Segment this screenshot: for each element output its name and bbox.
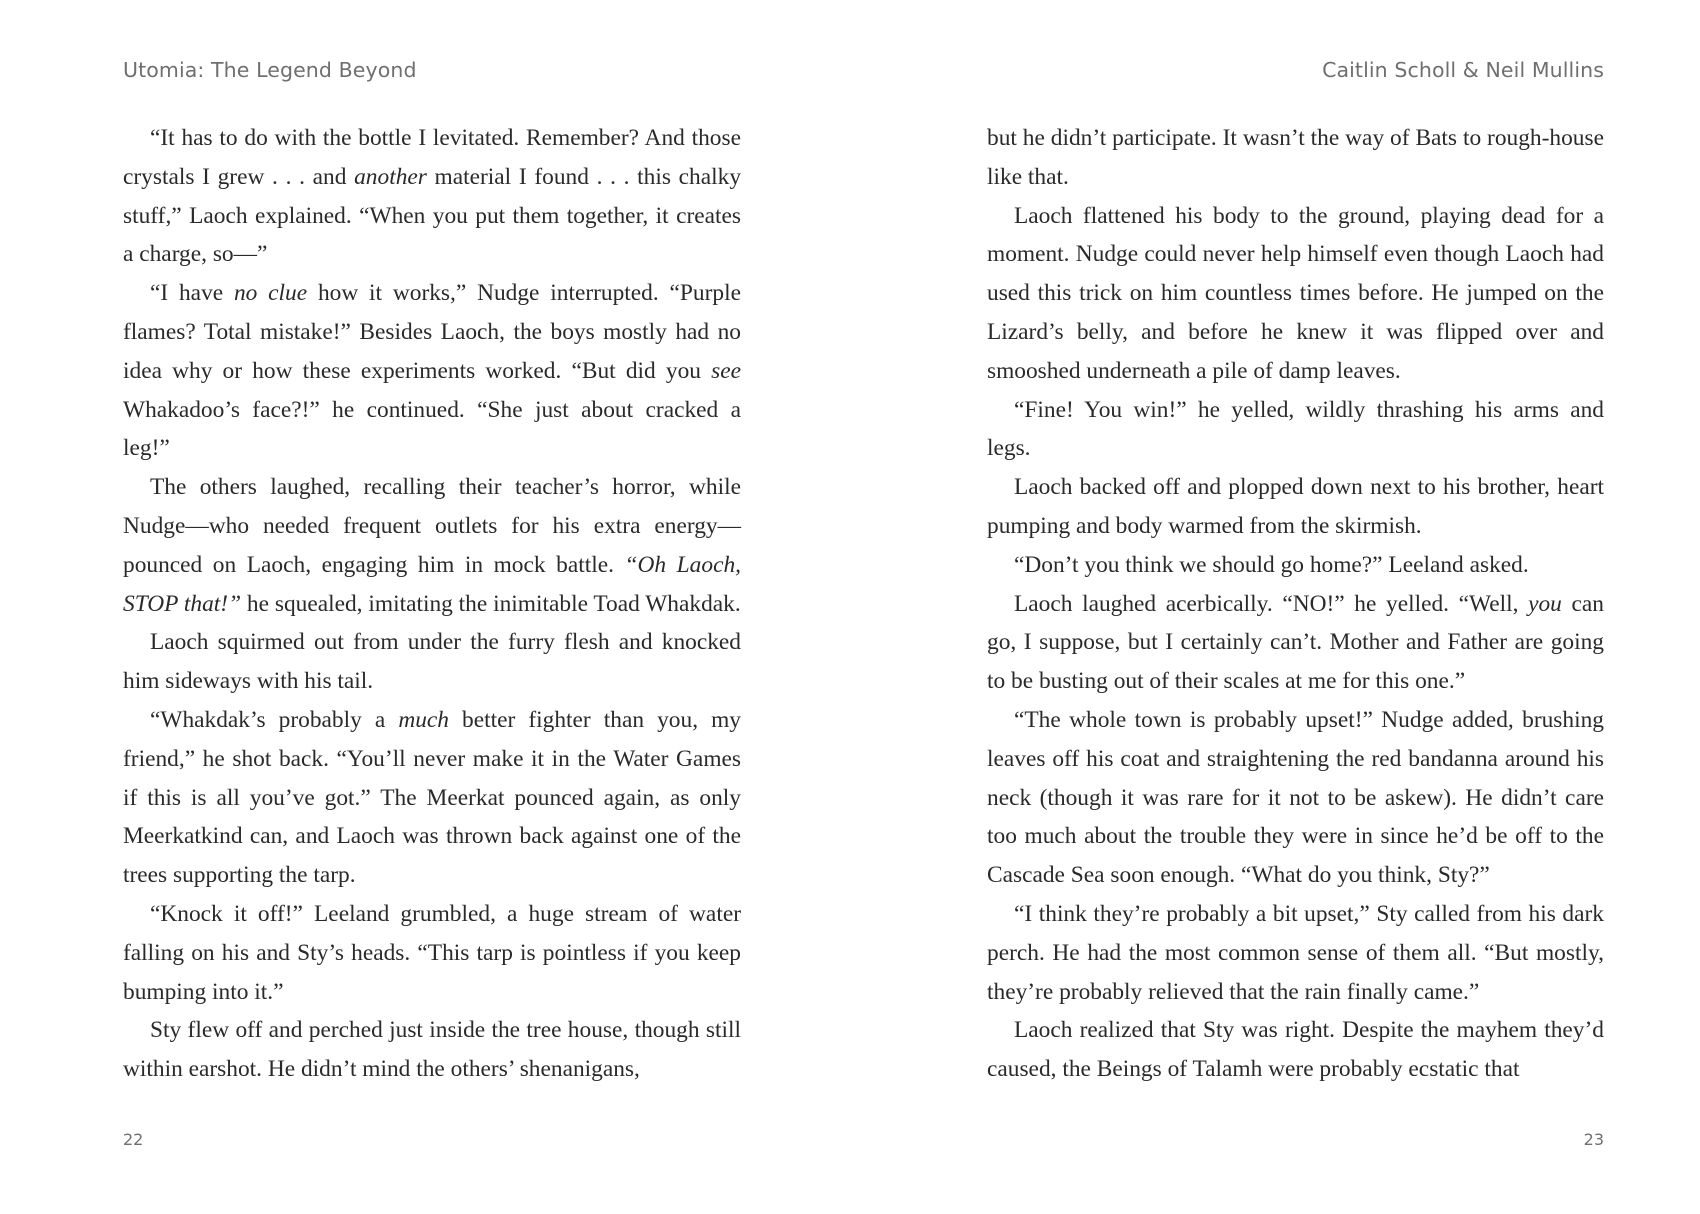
text-run: better fighter than you, my friend,” he shot back. “You’ll never make it in the Water Games if this is all you’ve got.” The Meerkat pounced again, as only Meerkatkind can, and Laoch was thrown back against one of the trees supporting the tarp. — [123, 706, 741, 889]
text-run: Laoch realized that Sty was right. Despite the mayhem they’d caused, the Beings of Talamh were probably ecstatic that — [987, 1017, 1604, 1083]
paragraph — [987, 391, 1604, 469]
text-run: material I found . . . this chalky stuff,” Laoch explained. “When you put them together, it creates a charge, so—” — [123, 163, 742, 268]
left-page-body — [123, 119, 741, 1089]
text-run: “Whakdak’s probably a — [150, 706, 399, 733]
paragraph — [987, 701, 1604, 895]
text-run: “Fine! You win!” he yelled, wildly thrashing his arms and legs. — [987, 396, 1604, 462]
paragraph — [987, 119, 1604, 197]
italic-text: no clue — [233, 280, 308, 307]
text-run: Laoch flattened his body to the ground, playing dead for a moment. Nudge could never help himself even though Laoch had used this trick on him countless times before. He jumped on the Lizard’s belly, and before he knew it was flipped over and smooshed underneath a pile of damp leaves. — [987, 202, 1604, 384]
text-run: but he didn’t participate. It wasn’t the way of Bats to rough-house like that. — [987, 125, 1604, 190]
paragraph — [987, 895, 1604, 1011]
page-number: 22 — [123, 1130, 144, 1149]
text-run: “The whole town is probably upset!” Nudge added, brushing leaves off his coat and straightening the red bandanna around his neck (though it was rare for it not to be askew). He didn’t care too much about the trouble they were in since he’d be off to the Cascade Sea soon enough. “What do you think, Sty?” — [987, 706, 1604, 889]
text-run: Sty flew off and perched just inside the tree house, though still within earshot. He didn’t mind the others’ shenanigans, — [123, 1017, 741, 1083]
italic-text: much — [398, 706, 449, 733]
paragraph — [987, 546, 1604, 585]
text-run: Laoch backed off and plopped down next to his brother, heart pumping and body warmed from the skirmish. — [987, 474, 1604, 539]
text-run: “I think they’re probably a bit upset,” Sty called from his dark perch. He had the most common sense of them all. “But mostly, they’re probably relieved that the rain finally came.” — [987, 900, 1604, 1005]
text-run: Laoch squirmed out from under the furry flesh and knocked him sideways with his tail. — [123, 629, 741, 695]
paragraph — [987, 1011, 1604, 1089]
page-number: 23 — [1583, 1130, 1604, 1149]
right-page-body — [987, 119, 1604, 1089]
text-run: “Don’t you think we should go home?” Leeland asked. — [1014, 551, 1529, 578]
italic-text: you — [1528, 590, 1562, 617]
paragraph — [123, 468, 741, 623]
italic-text: “Oh Laoch, STOP that!” — [123, 551, 741, 617]
paragraph — [123, 274, 741, 468]
text-run: “It has to do with the bottle I levitated. Remember? And those crystals I grew . . . and — [123, 125, 741, 190]
italic-text: another — [354, 163, 427, 190]
text-run: Laoch laughed acerbically. “NO!” he yelled. “Well, — [1014, 590, 1529, 617]
right-page — [987, 0, 1604, 1214]
text-run: “Knock it off!” Leeland grumbled, a huge stream of water falling on his and Sty’s heads. “This tarp is pointless if you keep bumping into it.” — [123, 900, 741, 1005]
paragraph — [123, 623, 741, 701]
text-run: he squealed, imitating the inimitable Toad Whakdak. — [241, 590, 741, 617]
paragraph — [987, 197, 1604, 391]
running-head-authors: Caitlin Scholl & Neil Mullins — [1322, 58, 1604, 82]
paragraph — [123, 895, 741, 1011]
text-run: can go, I suppose, but I certainly can’t. Mother and Father are going to be busting out of their scales at me for this one.” — [987, 590, 1604, 695]
text-run: “I have — [150, 280, 234, 307]
paragraph — [987, 585, 1604, 701]
paragraph — [123, 701, 741, 895]
paragraph — [123, 119, 741, 274]
paragraph — [123, 1011, 741, 1089]
text-run: The others laughed, recalling their teacher’s horror, while Nudge—who needed frequent outlets for his extra energy—pounced on Laoch, engaging him in mock battle. — [123, 474, 741, 578]
text-run: Whakadoo’s face?!” he continued. “She just about cracked a leg!” — [123, 396, 741, 462]
left-page — [123, 0, 741, 1214]
running-head-title: Utomia: The Legend Beyond — [123, 58, 417, 82]
italic-text: see — [711, 357, 741, 384]
paragraph — [987, 468, 1604, 546]
text-run: how it works,” Nudge interrupted. “Purple flames? Total mistake!” Besides Laoch, the boys mostly had no idea why or how these experiments worked. “But did you — [123, 280, 741, 384]
